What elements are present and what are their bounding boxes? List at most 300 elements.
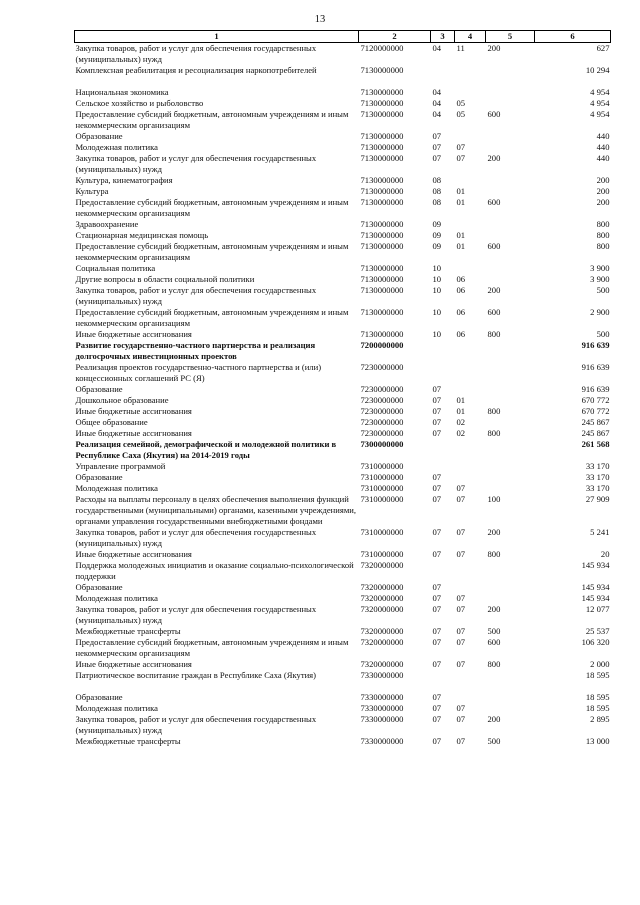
expense-type-code xyxy=(486,439,535,461)
table-row xyxy=(75,483,611,494)
item-name: Другие вопросы в области социальной политики xyxy=(75,274,255,284)
section-code xyxy=(431,560,455,582)
expense-type-code xyxy=(486,417,535,428)
subsection-code xyxy=(455,219,486,230)
subsection-code: 01 xyxy=(456,406,466,416)
section-code: 07 xyxy=(432,637,442,647)
target-code: 7130000000 xyxy=(360,329,404,339)
section-code xyxy=(431,439,455,461)
table-row xyxy=(75,593,611,604)
item-name: Патриотическое воспитание граждан в Республике Саха (Якутия) xyxy=(75,670,316,680)
table-row xyxy=(75,703,611,714)
table-row xyxy=(75,494,611,527)
subsection-code xyxy=(455,87,486,98)
item-name: Национальная экономика xyxy=(75,87,169,97)
subsection-code: 05 xyxy=(456,98,466,108)
target-code: 7130000000 xyxy=(360,142,404,152)
section-code: 10 xyxy=(432,263,442,273)
section-code xyxy=(431,65,455,76)
expense-type-code xyxy=(486,340,535,362)
table-row xyxy=(75,329,611,340)
table-row xyxy=(75,175,611,186)
target-code: 7120000000 xyxy=(360,43,404,53)
item-name: Молодежная политика xyxy=(75,593,158,603)
amount: 13 000 xyxy=(585,736,610,746)
subsection-code: 07 xyxy=(456,637,466,647)
target-code: 7130000000 xyxy=(360,263,404,273)
expense-type-code: 200 xyxy=(487,153,501,163)
spacer-row xyxy=(75,76,611,87)
section-code: 07 xyxy=(432,384,442,394)
expense-type-code: 200 xyxy=(487,604,501,614)
expense-type-code xyxy=(486,582,535,593)
header-cell: 6 xyxy=(535,31,611,43)
table-row xyxy=(75,582,611,593)
table-row xyxy=(75,131,611,142)
item-name: Расходы на выплаты персоналу в целях обеспечения выполнения функций государственными (муниципальными) органами, казенными учреждениями, органами управления государственными внебюджетными фондами xyxy=(75,494,357,526)
section-code xyxy=(431,670,455,681)
amount: 500 xyxy=(596,329,610,339)
section-code: 07 xyxy=(432,659,442,669)
table-row xyxy=(75,65,611,76)
amount: 33 170 xyxy=(585,472,610,482)
subsection-code: 06 xyxy=(456,329,466,339)
section-code xyxy=(431,362,455,384)
section-code: 07 xyxy=(432,692,442,702)
target-code: 7130000000 xyxy=(360,175,404,185)
table-row xyxy=(75,417,611,428)
section-code: 07 xyxy=(432,417,442,427)
amount: 33 170 xyxy=(585,461,610,471)
target-code: 7330000000 xyxy=(360,692,404,702)
subsection-code: 02 xyxy=(456,428,466,438)
amount: 145 934 xyxy=(581,593,610,603)
amount: 18 595 xyxy=(585,692,610,702)
section-code: 07 xyxy=(432,527,442,537)
amount: 245 867 xyxy=(581,428,610,438)
amount: 261 568 xyxy=(581,439,610,449)
subsection-code: 07 xyxy=(456,153,466,163)
table-row xyxy=(75,307,611,329)
amount: 18 595 xyxy=(585,703,610,713)
spacer-cell xyxy=(75,681,611,692)
section-code xyxy=(431,340,455,362)
subsection-code: 07 xyxy=(456,142,466,152)
target-code: 7230000000 xyxy=(360,384,404,394)
table-row xyxy=(75,219,611,230)
target-code: 7320000000 xyxy=(360,560,404,570)
item-name: Закупка товаров, работ и услуг для обеспечения государственных (муниципальных) нужд xyxy=(75,604,317,625)
table-row xyxy=(75,153,611,175)
target-code: 7320000000 xyxy=(360,593,404,603)
section-code: 09 xyxy=(432,241,442,251)
item-name: Образование xyxy=(75,582,123,592)
subsection-code xyxy=(455,65,486,76)
amount: 800 xyxy=(596,219,610,229)
target-code: 7320000000 xyxy=(360,659,404,669)
item-name: Предоставление субсидий бюджетным, автономным учреждениям и иным некоммерческим организациям xyxy=(75,637,349,658)
subsection-code: 07 xyxy=(456,626,466,636)
section-code: 07 xyxy=(432,472,442,482)
subsection-code: 07 xyxy=(456,549,466,559)
table-row xyxy=(75,362,611,384)
table-row xyxy=(75,736,611,747)
budget-table xyxy=(74,30,611,747)
table-row xyxy=(75,626,611,637)
section-code: 08 xyxy=(432,197,442,207)
table-row xyxy=(75,527,611,549)
target-code: 7310000000 xyxy=(360,483,404,493)
table-row xyxy=(75,384,611,395)
table-row xyxy=(75,406,611,417)
expense-type-code xyxy=(486,98,535,109)
expense-type-code xyxy=(486,219,535,230)
expense-type-code xyxy=(486,274,535,285)
item-name: Молодежная политика xyxy=(75,703,158,713)
table-row xyxy=(75,395,611,406)
item-name: Иные бюджетные ассигнования xyxy=(75,329,192,339)
target-code: 7130000000 xyxy=(360,87,404,97)
expense-type-code: 600 xyxy=(487,307,501,317)
item-name: Сельское хозяйство и рыболовство xyxy=(75,98,204,108)
expense-type-code xyxy=(486,384,535,395)
expense-type-code: 800 xyxy=(487,329,501,339)
item-name: Реализация проектов государственно-частного партнерства и (или) концессионных соглашений РС (Я) xyxy=(75,362,322,383)
item-name: Закупка товаров, работ и услуг для обеспечения государственных (муниципальных) нужд xyxy=(75,153,317,174)
item-name: Образование xyxy=(75,692,123,702)
section-code xyxy=(431,461,455,472)
subsection-code: 07 xyxy=(456,604,466,614)
item-name: Иные бюджетные ассигнования xyxy=(75,428,192,438)
section-code: 07 xyxy=(432,582,442,592)
table-row xyxy=(75,670,611,681)
table-row xyxy=(75,197,611,219)
amount: 2 900 xyxy=(590,307,610,317)
target-code: 7130000000 xyxy=(360,285,404,295)
expense-type-code xyxy=(486,483,535,494)
target-code: 7230000000 xyxy=(360,362,404,372)
expense-type-code xyxy=(486,175,535,186)
table-row xyxy=(75,659,611,670)
expense-type-code: 600 xyxy=(487,637,501,647)
table-row xyxy=(75,340,611,362)
target-code: 7230000000 xyxy=(360,406,404,416)
expense-type-code xyxy=(486,692,535,703)
table-row xyxy=(75,692,611,703)
target-code: 7230000000 xyxy=(360,417,404,427)
expense-type-code xyxy=(486,670,535,681)
table-row xyxy=(75,472,611,483)
amount: 145 934 xyxy=(581,560,610,570)
amount: 12 077 xyxy=(585,604,610,614)
section-code: 07 xyxy=(432,604,442,614)
expense-type-code xyxy=(486,362,535,384)
expense-type-code xyxy=(486,142,535,153)
header-cell: 2 xyxy=(359,31,431,43)
amount: 106 320 xyxy=(581,637,610,647)
target-code: 7230000000 xyxy=(360,395,404,405)
target-code: 7130000000 xyxy=(360,307,404,317)
target-code: 7310000000 xyxy=(360,494,404,504)
target-code: 7130000000 xyxy=(360,109,404,119)
expense-type-code xyxy=(486,87,535,98)
subsection-code: 02 xyxy=(456,417,466,427)
section-code: 07 xyxy=(432,483,442,493)
subsection-code xyxy=(455,582,486,593)
section-code: 09 xyxy=(432,230,442,240)
item-name: Предоставление субсидий бюджетным, автономным учреждениям и иным некоммерческим организациям xyxy=(75,241,349,262)
section-code: 04 xyxy=(432,98,442,108)
spacer-cell xyxy=(75,76,611,87)
target-code: 7130000000 xyxy=(360,274,404,284)
amount: 916 639 xyxy=(581,340,610,350)
section-code: 04 xyxy=(432,109,442,119)
expense-type-code xyxy=(486,472,535,483)
section-code: 08 xyxy=(432,186,442,196)
subsection-code xyxy=(455,362,486,384)
subsection-code xyxy=(455,131,486,142)
target-code: 7130000000 xyxy=(360,219,404,229)
amount: 18 595 xyxy=(585,670,610,680)
table-row xyxy=(75,604,611,626)
item-name: Образование xyxy=(75,472,123,482)
subsection-code xyxy=(455,560,486,582)
target-code: 7130000000 xyxy=(360,241,404,251)
target-code: 7130000000 xyxy=(360,186,404,196)
subsection-code: 05 xyxy=(456,109,466,119)
target-code: 7300000000 xyxy=(360,439,404,449)
target-code: 7130000000 xyxy=(360,153,404,163)
amount: 27 909 xyxy=(585,494,610,504)
subsection-code: 06 xyxy=(456,274,466,284)
subsection-code: 11 xyxy=(456,43,465,53)
target-code: 7330000000 xyxy=(360,714,404,724)
table-row xyxy=(75,285,611,307)
section-code: 07 xyxy=(432,406,442,416)
item-name: Развитие государственно-частного партнерства и реализация долгосрочных инвестиционных проектов xyxy=(75,340,316,361)
item-name: Межбюджетные трансферты xyxy=(75,736,181,746)
target-code: 7330000000 xyxy=(360,736,404,746)
expense-type-code: 800 xyxy=(487,659,501,669)
section-code: 10 xyxy=(432,274,442,284)
amount: 25 537 xyxy=(585,626,610,636)
item-name: Предоставление субсидий бюджетным, автономным учреждениям и иным некоммерческим организациям xyxy=(75,109,349,130)
amount: 916 639 xyxy=(581,384,610,394)
expense-type-code: 600 xyxy=(487,197,501,207)
table-row xyxy=(75,230,611,241)
amount: 800 xyxy=(596,230,610,240)
item-name: Закупка товаров, работ и услуг для обеспечения государственных (муниципальных) нужд xyxy=(75,527,317,548)
table-row xyxy=(75,142,611,153)
amount: 627 xyxy=(596,43,610,53)
amount: 20 xyxy=(600,549,610,559)
page-number: 13 xyxy=(314,14,326,25)
item-name: Предоставление субсидий бюджетным, автономным учреждениям и иным некоммерческим организациям xyxy=(75,307,349,328)
expense-type-code: 600 xyxy=(487,109,501,119)
expense-type-code xyxy=(486,703,535,714)
item-name: Культура xyxy=(75,186,109,196)
subsection-code xyxy=(455,461,486,472)
item-name: Образование xyxy=(75,131,123,141)
item-name: Молодежная политика xyxy=(75,483,158,493)
section-code: 07 xyxy=(432,703,442,713)
header-cell: 1 xyxy=(75,31,359,43)
expense-type-code: 500 xyxy=(487,626,501,636)
section-code: 07 xyxy=(432,142,442,152)
amount: 200 xyxy=(596,175,610,185)
section-code: 07 xyxy=(432,153,442,163)
expense-type-code: 100 xyxy=(487,494,501,504)
item-name: Образование xyxy=(75,384,123,394)
amount: 500 xyxy=(596,285,610,295)
item-name: Поддержка молодежных инициатив и оказание социально-психологической поддержки xyxy=(75,560,354,581)
target-code: 7130000000 xyxy=(360,65,404,75)
target-code: 7330000000 xyxy=(360,670,404,680)
target-code: 7130000000 xyxy=(360,230,404,240)
item-name: Иные бюджетные ассигнования xyxy=(75,549,192,559)
expense-type-code: 200 xyxy=(487,527,501,537)
subsection-code: 01 xyxy=(456,197,466,207)
expense-type-code xyxy=(486,593,535,604)
amount: 245 867 xyxy=(581,417,610,427)
amount: 145 934 xyxy=(581,582,610,592)
item-name: Культура, кинематография xyxy=(75,175,173,185)
subsection-code: 06 xyxy=(456,285,466,295)
expense-type-code: 200 xyxy=(487,714,501,724)
subsection-code: 07 xyxy=(456,593,466,603)
subsection-code xyxy=(455,692,486,703)
item-name: Реализация семейной, демографической и молодежной политики в Республике Саха (Якутия) на 2014-2019 годы xyxy=(75,439,337,460)
target-code: 7320000000 xyxy=(360,604,404,614)
section-code: 09 xyxy=(432,219,442,229)
expense-type-code: 200 xyxy=(487,43,501,53)
subsection-code xyxy=(455,472,486,483)
target-code: 7310000000 xyxy=(360,461,404,471)
table-row xyxy=(75,637,611,659)
subsection-code: 01 xyxy=(456,186,466,196)
table-row xyxy=(75,109,611,131)
item-name: Молодежная политика xyxy=(75,142,158,152)
amount: 200 xyxy=(596,197,610,207)
subsection-code: 07 xyxy=(456,527,466,537)
target-code: 7130000000 xyxy=(360,197,404,207)
expense-type-code: 500 xyxy=(487,736,501,746)
subsection-code xyxy=(455,439,486,461)
section-code: 04 xyxy=(432,87,442,97)
subsection-code xyxy=(455,670,486,681)
target-code: 7310000000 xyxy=(360,549,404,559)
subsection-code: 01 xyxy=(456,241,466,251)
table-row xyxy=(75,714,611,736)
item-name: Иные бюджетные ассигнования xyxy=(75,659,192,669)
table-row xyxy=(75,274,611,285)
section-code: 07 xyxy=(432,131,442,141)
amount: 800 xyxy=(596,241,610,251)
section-code: 07 xyxy=(432,593,442,603)
section-code: 10 xyxy=(432,329,442,339)
table-row xyxy=(75,263,611,274)
amount: 4 954 xyxy=(590,98,610,108)
amount: 670 772 xyxy=(581,406,610,416)
item-name: Комплексная реабилитация и ресоциализация наркопотребителей xyxy=(75,65,317,75)
subsection-code xyxy=(455,263,486,274)
expense-type-code xyxy=(486,263,535,274)
section-code: 07 xyxy=(432,428,442,438)
amount: 3 900 xyxy=(590,274,610,284)
amount: 200 xyxy=(596,186,610,196)
expense-type-code xyxy=(486,560,535,582)
amount: 916 639 xyxy=(581,362,610,372)
subsection-code: 07 xyxy=(456,494,466,504)
table-row xyxy=(75,439,611,461)
table-row xyxy=(75,43,611,66)
expense-type-code xyxy=(486,186,535,197)
item-name: Общее образование xyxy=(75,417,148,427)
table-row xyxy=(75,98,611,109)
amount: 2 895 xyxy=(590,714,610,724)
target-code: 7230000000 xyxy=(360,428,404,438)
item-name: Социальная политика xyxy=(75,263,156,273)
section-code: 07 xyxy=(432,395,442,405)
section-code: 07 xyxy=(432,494,442,504)
subsection-code: 06 xyxy=(456,307,466,317)
target-code: 7320000000 xyxy=(360,582,404,592)
item-name: Закупка товаров, работ и услуг для обеспечения государственных (муниципальных) нужд xyxy=(75,714,317,735)
item-name: Стационарная медицинская помощь xyxy=(75,230,209,240)
amount: 440 xyxy=(596,142,610,152)
expense-type-code: 600 xyxy=(487,241,501,251)
section-code: 07 xyxy=(432,549,442,559)
table-row xyxy=(75,560,611,582)
amount: 2 000 xyxy=(590,659,610,669)
expense-type-code xyxy=(486,131,535,142)
target-code: 7320000000 xyxy=(360,626,404,636)
item-name: Закупка товаров, работ и услуг для обеспечения государственных (муниципальных) нужд xyxy=(75,285,317,306)
section-code: 08 xyxy=(432,175,442,185)
table-row xyxy=(75,428,611,439)
expense-type-code: 800 xyxy=(487,549,501,559)
target-code: 7310000000 xyxy=(360,472,404,482)
target-code: 7330000000 xyxy=(360,703,404,713)
section-code: 04 xyxy=(432,43,442,53)
target-code: 7200000000 xyxy=(360,340,404,350)
header-row xyxy=(75,31,611,43)
item-name: Межбюджетные трансферты xyxy=(75,626,181,636)
expense-type-code: 800 xyxy=(487,428,501,438)
section-code: 10 xyxy=(432,307,442,317)
table-row xyxy=(75,241,611,263)
item-name: Здравоохранение xyxy=(75,219,139,229)
subsection-code: 07 xyxy=(456,659,466,669)
expense-type-code xyxy=(486,461,535,472)
amount: 440 xyxy=(596,131,610,141)
subsection-code: 07 xyxy=(456,483,466,493)
amount: 3 900 xyxy=(590,263,610,273)
header-cell: 4 xyxy=(455,31,486,43)
item-name: Управление программой xyxy=(75,461,166,471)
section-code: 07 xyxy=(432,736,442,746)
table-row xyxy=(75,87,611,98)
header-cell: 5 xyxy=(486,31,535,43)
target-code: 7320000000 xyxy=(360,637,404,647)
subsection-code xyxy=(455,340,486,362)
amount: 10 294 xyxy=(585,65,610,75)
section-code: 07 xyxy=(432,626,442,636)
section-code: 07 xyxy=(432,714,442,724)
amount: 4 954 xyxy=(590,109,610,119)
item-name: Предоставление субсидий бюджетным, автономным учреждениям и иным некоммерческим организациям xyxy=(75,197,349,218)
expense-type-code xyxy=(486,65,535,76)
